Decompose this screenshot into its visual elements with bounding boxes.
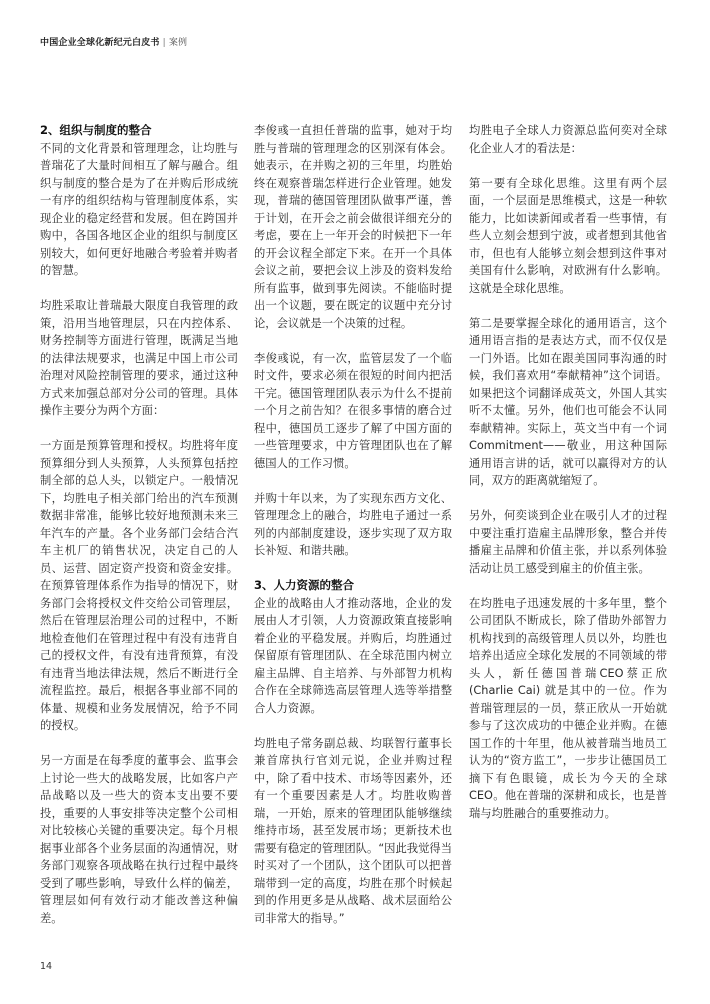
running-header xyxy=(40,35,187,48)
paragraph: 第二是要掌握全球化的通用语言，这个通用语言指的是表达方式，而不仅仅是一门外语。比如在跟美国同事沟通的时候，我们喜欢用“奉献精神”这个词语。如果把这个词翻译成英文，外国人其实听不太懂。另外，他们也可能会不认同奉献精神。实际上，英文当中有一个词Commitment——敬业，用这种国际通用语言讲的话，就可以赢得对方的认同，双方的距离就缩短了。 xyxy=(469,316,667,487)
header-separator: | xyxy=(162,38,166,48)
section-heading-organization: 2、组织与制度的整合 xyxy=(40,123,152,137)
paragraph: 一方面是预算管理和授权。均胜将年度预算细分到人头预算，人头预算包括控制全部的总人头，以锁定户。一般情况下，均胜电子相关部门给出的汽车预测数据非常准，能够比较好地预测未来三年汽车的产量。各个业务部门会结合汽车主机厂的销售状况，决定自己的人员、运营、固定资产投资和资金安排。在预算管理体系作为指导的情况下，财务部门会将授权文件交给公司管理层，然后在管理层治理公司的过程中，不断地检查他们在管理过程中有没有违背自己的授权文件，有没有违背预算，有没有违背当地法律法规，然后不断进行全流程监控。最后，根据各事业部不同的体量、规模和业务发展情况，给予不同的授权。 xyxy=(40,439,238,732)
text-column-3 xyxy=(469,122,667,840)
paragraph: 均胜电子常务副总裁、均联智行董事长兼首席执行官刘元说，企业并购过程中，除了看中技术、市场等因素外，还有一个重要因素是人才。均胜收购普瑞，一开始，原来的管理团队能够继续维持市场，甚至发展市场；更新技术也需要有稳定的管理团队。“因此我觉得当时买对了一个团队，这个团队可以把普瑞带到一定的高度，均胜在那个时候起到的作用更多是从战略、战术层面给公司非常大的指导。” xyxy=(254,736,452,925)
paragraph: 并购十年以来，为了实现东西方文化、管理理念上的融合，均胜电子通过一系列的内部制度建设，逐步实现了双方取长补短、和谐共融。 xyxy=(254,491,452,557)
publication-title: 中国企业全球化新纪元白皮书 xyxy=(40,38,160,48)
paragraph: 第一要有全球化思维。这里有两个层面，一个层面是思维模式，这是一种软能力，比如读新闻或者看一些事情，有些人立刻会想到宁波，或者想到其他省市，但也有人能够立刻会想到这件事对美国有什么影响，对欧洲有什么影响。这就是全球化思维。 xyxy=(469,176,667,295)
paragraph: 另一方面是在每季度的董事会、监事会上讨论一些大的战略发展，比如客户产品战略以及一些大的资本支出要不要投，重要的人事安排等决定整个公司相对比较核心关键的重要决定。每个月根据事业部各个业务层面的沟通情况，财务部门观察各项战略在执行过程中最终受到了哪些影响，导致什么样的偏差，管理层如何有效行动才能改善这种偏差。 xyxy=(40,754,238,925)
page-number: 14 xyxy=(40,961,53,972)
paragraph: 均胜采取让普瑞最大限度自我管理的政策，沿用当地管理层，只在内控体系、财务控制等方面进行管理，既满足当地的法律法规要求，也满足中国上市公司治理对风险控制管理的要求，通过这种方式来加强总部对分公司的管理。具体操作主要分为两个方面： xyxy=(40,299,238,417)
text-column-1 xyxy=(40,122,238,945)
paragraph: 李俊彧一直担任普瑞的监事，她对于均胜与普瑞的管理理念的区别深有体会。她表示，在并购之初的三年里，均胜始终在观察普瑞怎样进行企业管理。她发现，普瑞的德国管理团队做事严谨，善于计划，在开会之前会做很详细充分的考虑，要在上一年开会的时候把下一年的开会议程全部定下来。在开一个具体会议之前，要把会议上涉及的资料发给所有监事，做到事先阅读。不能临时提出一个议题，要在既定的议题中充分讨论，会议就是一个决策的过程。 xyxy=(254,124,452,330)
paragraph: 均胜电子全球人力资源总监何奕对全球化企业人才的看法是： xyxy=(469,124,667,155)
paragraph: 李俊彧说，有一次，监管层发了一个临时文件，要求必须在很短的时间内把活干完。德国管理团队表示为什么不提前一个月之前告知？在很多事情的磨合过程中，德国员工逐步了解了中国方面的一些管理要求，中方管理团队也在了解德国人的工作习惯。 xyxy=(254,351,452,470)
section-label: 案例 xyxy=(168,38,188,48)
section-heading-human-resources: 3、人力资源的整合 xyxy=(254,578,355,592)
text-column-2 xyxy=(254,122,452,945)
paragraph: 不同的文化背景和管理理念，让均胜与普瑞花了大量时间相互了解与融合。组织与制度的整合是为了在并购后形成统一有序的组织结构与管理制度体系，实现企业的稳定经营和发展。但在跨国并购中，各国各地区企业的组织与制度区别较大，如何更好地融合考验着并购者的智慧。 xyxy=(40,141,238,277)
paragraph: 另外，何奕谈到企业在吸引人才的过程中要注重打造雇主品牌形象，整合并传播雇主品牌和价值主张，并以系列体验活动让员工感受到雇主的价值主张。 xyxy=(469,509,667,575)
paragraph: 企业的战略由人才推动落地，企业的发展由人才引领，人力资源政策直接影响着企业的平稳发展。并购后，均胜通过保留原有管理团队、在全球范围内树立雇主品牌、自主培养、与外部智力机构合作在全球筛选高层管理人选等举措整合人力资源。 xyxy=(254,596,452,715)
paragraph: 在均胜电子迅速发展的十多年里，整个公司团队不断成长，除了借助外部智力机构找到的高级管理人员以外，均胜也培养出适应全球化发展的不同领域的带头人，新任德国普瑞CEO蔡正欣 (Charlie Cai) 就是其中的一位。作为普瑞管理层的一员，蔡正欣从一开始就参与了这次成功的中德企业并购。在德国工作的十年里，他从被普瑞当地员工认为的“资方监工”，一步步让德国员工摘下有色眼镜，成长为今天的全球CEO。他在普瑞的深耕和成长，也是普瑞与均胜融合的重要推动力。 xyxy=(469,596,667,820)
